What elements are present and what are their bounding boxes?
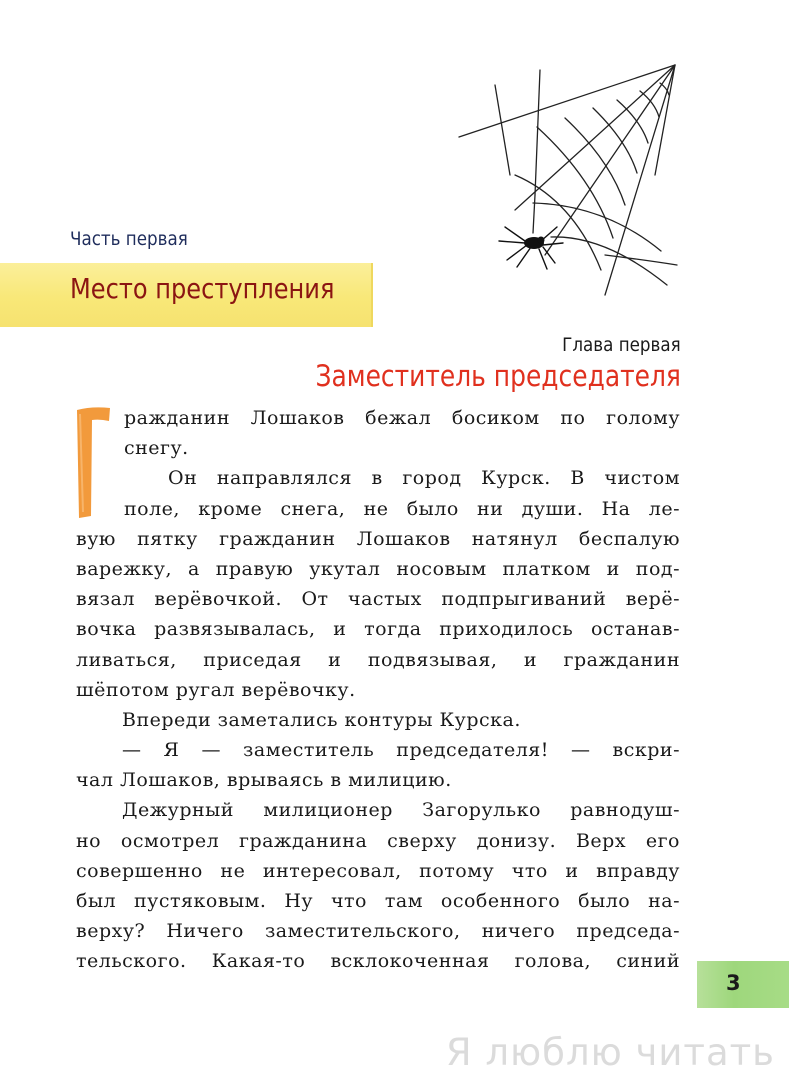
text-line: поле, кроме снега, не было ни души. На ле-: [124, 497, 680, 520]
text-line: Дежурный милиционер Загорулько равнодуш-: [122, 799, 680, 822]
part-label: Часть первая: [70, 228, 188, 250]
text-line: вязал верёвочкой. От частых подпрыгиваний верё-: [76, 588, 680, 611]
text-line: вую пятку гражданин Лошаков натянул беспалую: [76, 527, 680, 550]
text-line: был пустяковым. Ну что там особенного было на-: [76, 890, 680, 912]
text-line: ливаться, приседая и подвязывая, и гражданин: [76, 648, 680, 671]
text-line: Он направлялся в город Курск. В чистом: [168, 467, 680, 490]
text-line: ражданин Лошаков бежал босиком по голому: [124, 407, 680, 429]
text-line: совершенно не интересовал, потому что и вправду: [76, 859, 680, 882]
chapter-label: Глава первая: [562, 334, 681, 356]
text-line: но осмотрел гражданина сверху донизу. Верх его: [76, 829, 680, 852]
text-line: тельского. Какая-то всклокоченная голова, синий: [76, 950, 680, 973]
part-title: Место преступления: [70, 272, 335, 305]
text-line: вочка развязывалась, и тогда приходилось останав-: [76, 618, 680, 641]
watermark: Я люблю читать: [445, 1031, 775, 1074]
text-line: варежку, а правую укутал носовым платком и под-: [76, 557, 680, 580]
chapter-title: Заместитель председателя: [315, 359, 681, 393]
page-number-tab: [697, 961, 789, 1008]
text-line: шёпотом ругал верёвочку.: [76, 678, 356, 701]
text-line: — Я — заместитель председателя! — вскри-: [122, 739, 680, 762]
chapter-text: [76, 403, 680, 977]
page-number: 3: [726, 971, 741, 995]
text-line: снегу.: [124, 437, 189, 460]
text-line: верху? Ничего заместительского, ничего председа-: [76, 920, 680, 943]
text-line: чал Лошаков, врываясь в милицию.: [76, 769, 452, 792]
text-line: Впереди заметались контуры Курска.: [122, 708, 521, 731]
spiderweb-illustration: [455, 55, 685, 305]
